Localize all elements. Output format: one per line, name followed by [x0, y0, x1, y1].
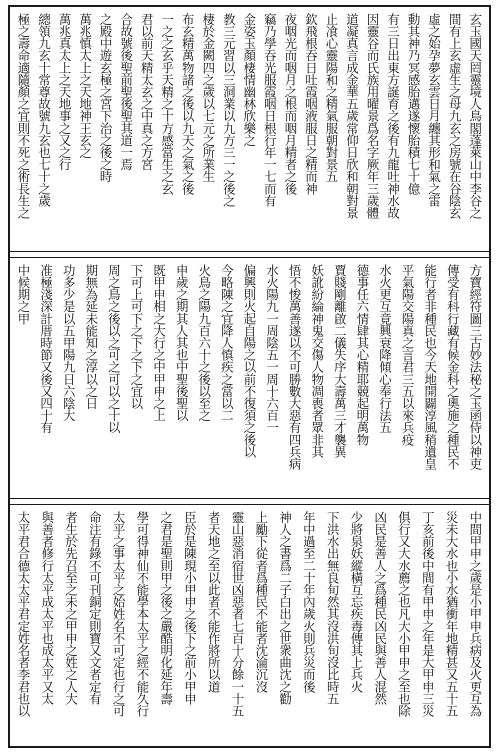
text-column: 學可得神仙不能學本太平之經不能久行	[134, 511, 150, 717]
text-column: 動其神乃冥感胎邁遂懷胎積七十億	[406, 13, 422, 195]
text-column: 水火陽九一周陰五一周十六百一	[264, 264, 280, 434]
scripture-page	[8, 5, 491, 748]
text-column: 申歲之期其人其也中聖後聖以	[174, 264, 190, 422]
text-column: 德事任六情肆其心精耶競起明萬物	[354, 264, 370, 446]
panel-divider	[10, 498, 489, 505]
text-column: 准極淺深計厝時節又後又四十有	[38, 264, 54, 434]
text-column: 上勵下從者爲種民不能者沈淪沉沒	[253, 511, 269, 693]
text-column: 一之之玄乎天精之十方感當生之玄	[159, 13, 175, 195]
text-column: 水火更互竟興衰降傾心奉行法五	[377, 264, 393, 434]
text-column: 之君是聖則甲之後之嚴酷明化延年壽	[158, 511, 174, 705]
text-column: 下洪水出無良旬然其沒洪旬沒比時五	[325, 511, 341, 705]
text-column: 止飡心靈陽和之精氣服朝對景五	[323, 13, 339, 183]
text-column: 因靈谷而氏族用曜景爲名字厥年三歲體	[365, 13, 381, 219]
text-column: 既甲申相之大行之中甲申之上	[151, 264, 167, 422]
text-column: 者天地之至以此者不能作將所以道	[206, 511, 222, 693]
text-column: 總領九玄十常尊故號九玄也七十之歲	[36, 13, 52, 207]
text-column: 偏興則火起自陽之以前不復須之後以	[241, 264, 257, 458]
text-column: 竊乃學吞光服霞咽日根行年一七而有	[262, 13, 278, 207]
text-column: 今略陳之宜降人慎疾之當以二	[219, 264, 235, 422]
text-column: 君以前天精太玄之中真之方宮	[139, 13, 155, 171]
text-column: 妖訛紛綸神鬼交傷人物凋喪者眾非其	[309, 264, 325, 458]
text-column: 災未大水也小水猶衝年地精甚又五十五	[444, 511, 460, 717]
text-column: 棲於金闕四之歲以七元之所業生	[200, 13, 216, 183]
text-column: 太平之事太平之始姓名不可定也行之可	[111, 511, 127, 717]
text-column: 俱行又大水薦之也凡大小甲申之至也除	[396, 511, 412, 717]
text-column: 神人之書爲二子白出之世衆曲沈之勸	[277, 511, 293, 705]
panel-divider	[10, 251, 489, 258]
text-column: 與善者修行太平成太平也成太平又太	[39, 511, 55, 705]
panel-middle	[10, 258, 489, 498]
text-column: 期無為延未能知之淳以之日	[83, 264, 99, 410]
panel-middle-columns	[16, 264, 483, 494]
text-column: 靈山惡消宿世凶惡者七百十分餘一十五	[230, 511, 246, 717]
text-column: 道凝真言成金華五歲常仰日欣和朝對景	[344, 13, 360, 219]
text-column: 極之壽命適隨顏之宜則不死之術長生之	[16, 13, 31, 219]
text-column: 賈賤剛離啟二儀失序大壽萬三才襲異	[332, 264, 348, 458]
text-column: 中候期之甲	[16, 264, 31, 325]
text-column: 功多少是以五甲陽九日六陰大	[61, 264, 77, 422]
panel-bottom	[10, 505, 489, 746]
text-column: 之殿中遊玄極之宮下治之後之時	[98, 13, 114, 183]
text-column: 火鳥之陽九百六十之後以至之	[196, 264, 212, 422]
text-column: 間有上玄虛生之母九玄之房號在谷陰玄	[447, 13, 463, 219]
text-column: 夜咽光而咽月之根而咽月精者之後	[282, 13, 298, 195]
text-column: 虛之始孕夢玄雲日月纏其形和氣之雷	[426, 13, 442, 207]
text-column: 少將泉妖縱橫互忘疾毒傳其上兵火	[348, 511, 364, 693]
text-column: 下可上可下之下之下之宜以	[128, 264, 144, 410]
text-column: 命注有錄不可刊銅定則寶又文者定有	[87, 511, 103, 705]
text-column: 方寶經符圖三古妙法秘之玉函侍以神吏	[467, 264, 483, 470]
panel-top-columns	[16, 13, 483, 247]
panel-top	[10, 7, 489, 251]
text-column: 能行者非種民也今天地開闢淳風稍遺皇	[422, 264, 438, 470]
text-column: 傳受有科行藏有候金科之奧施之種民不	[445, 264, 461, 470]
text-column: 平氣陽交陽真之言君三五以來兵疫	[400, 264, 416, 446]
text-column: 布玄精萬物諸之後以九天之氣之後	[180, 13, 196, 195]
text-column: 周之鳥之後以之可之可以之十以	[106, 264, 122, 434]
panel-bottom-columns	[16, 511, 483, 742]
text-column: 悟不悛萬善遂以不可勝數大惡有四兵病	[287, 264, 303, 470]
text-column: 萬兆慎太上之天地神王玄之	[77, 13, 93, 159]
text-column: 教三元習以三洞業以九方三一之後之	[221, 13, 237, 207]
text-column: 凶民是善人之爲種民凶民與善人混然	[372, 511, 388, 705]
text-column: 合故號後聖前聖後聖其道一焉	[118, 13, 134, 171]
text-column: 玄玉國天罔靈境人鳥閣蓬萊山中李谷之	[467, 13, 483, 219]
text-column: 中間甲申之歲是小甲申兵病及火更互為	[467, 511, 483, 717]
text-column: 有三日出東方誕育之後有九龍吐神水故	[385, 13, 401, 219]
text-column: 年中過至二十年內歲火則兵災而後	[301, 511, 317, 693]
text-column: 金姿玉顏棲情幽林欣樂之	[241, 13, 257, 147]
text-column: 者生於先召至之未之甲申之姓之人大	[63, 511, 79, 705]
text-column: 丁亥前後中間有甲申之年是大甲申三災	[420, 511, 436, 717]
text-column: 臣於是陳現小甲申之後下之前小甲申	[182, 511, 198, 705]
text-column: 太平君合德太太平君定姓名者李君也以	[16, 511, 31, 717]
text-column: 欽飛根吞日吐霞咽液服日之精而神	[303, 13, 319, 195]
text-column: 萬兆真太上之天地事之又之行	[57, 13, 73, 171]
